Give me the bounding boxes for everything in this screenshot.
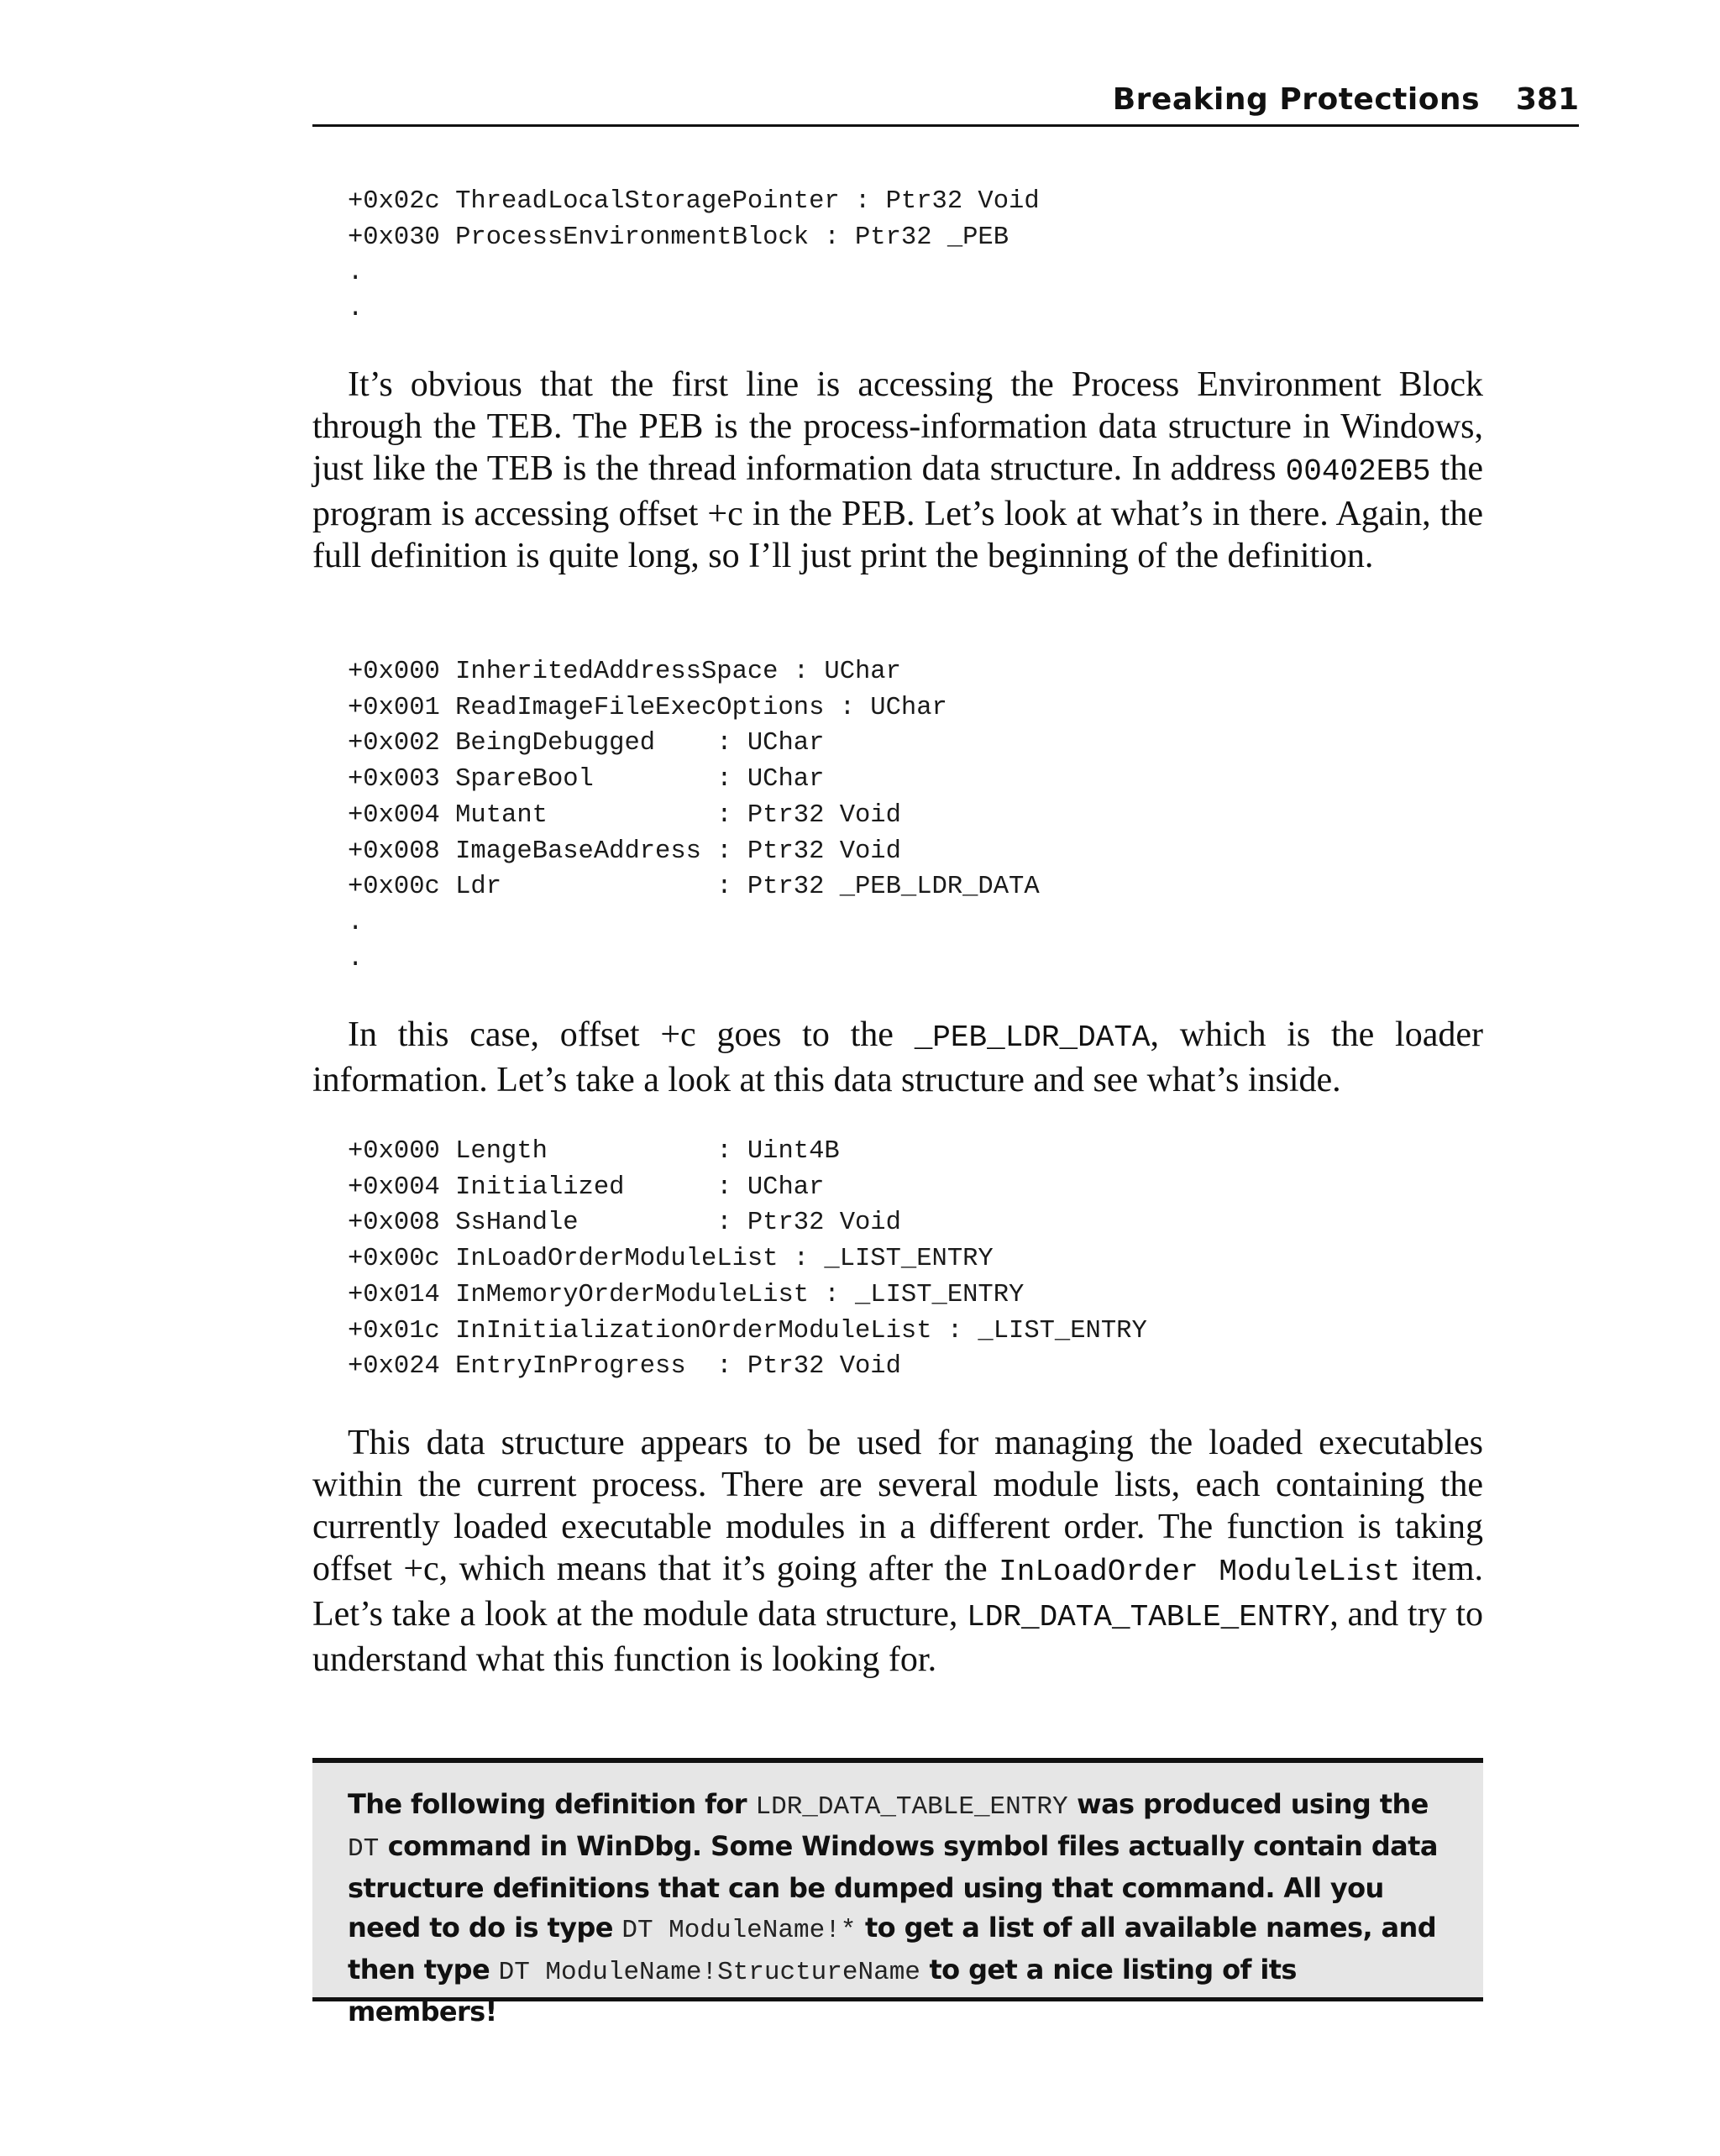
note-run: to get a nice listing of its members! [348, 1954, 1297, 2027]
note-run: The following definition for [348, 1788, 756, 1820]
paragraph-loader-info [312, 1014, 1483, 1101]
text-run: , which is the loader information. Let’s take a look at this data structure and see what’s inside. [312, 1015, 1483, 1099]
note-code: DT [348, 1834, 380, 1864]
code-block-peb: +0x000 InheritedAddressSpace : UChar +0x001 ReadImageFileExecOptions : UChar +0x002 BeingDebugged : UChar +0x003 SpareBool : UChar +0x004 Mutant : Ptr32 Void +0x008 ImageBaseAddress : Ptr32 Void +0x00c Ldr : Ptr32 _PEB_LDR_DATA . . [348, 658, 1040, 973]
note-run: to get a list of all available names, and then type [348, 1912, 1437, 1986]
note-code: DT ModuleName!* [621, 1916, 857, 1945]
note-code: LDR_DATA_TABLE_ENTRY [755, 1792, 1068, 1822]
note-code: DT ModuleName!StructureName [498, 1958, 920, 1987]
code-block-teb: +0x02c ThreadLocalStoragePointer : Ptr32 Void +0x030 ProcessEnvironmentBlock : Ptr32 _PEB . . [348, 187, 1040, 324]
text-run: In this case, offset +c goes to the [348, 1015, 915, 1054]
page-number: 381 [1515, 82, 1579, 117]
text-run: item. Let’s take a look at the module data structure, [312, 1550, 1483, 1634]
text-run: It’s obvious that the first line is accessing the Process Environment Block through the TEB. The PEB is the process-information data structure in Windows, just like the TEB is the thread information data structure. In address [312, 365, 1483, 488]
note-box [312, 1758, 1483, 2027]
note-text [348, 1785, 1439, 2032]
text-run: This data structure appears to be used for managing the loaded executables within the current process. There are several module lists, each containing the currently loaded executable modules in a different order. The function is taking offset +c, which means that it’s going after the [312, 1424, 1483, 1588]
chapter-title: Breaking Protections [1112, 82, 1480, 117]
note-run: command in WinDbg. Some Windows symbol files actually contain data structure definitions that can be dumped using that command. All you need to do is type [348, 1830, 1438, 1944]
code-block-peb-ldr-data: +0x000 Length : Uint4B +0x004 Initialized : UChar +0x008 SsHandle : Ptr32 Void +0x00c InLoadOrderModuleList : _LIST_ENTRY +0x014 InMemoryOrderModuleList : _LIST_ENTRY +0x01c InInitializationOrderModuleList : _LIST_ENTRY +0x024 EntryInProgress : Ptr32 Void [348, 1137, 1147, 1382]
paragraph-peb-intro [312, 364, 1483, 577]
inline-code-address: 00402EB5 [1285, 454, 1431, 489]
inline-code-list: InLoadOrder ModuleList [999, 1555, 1401, 1589]
inline-code-struct: _PEB_LDR_DATA [914, 1020, 1151, 1055]
running-header [312, 81, 1579, 127]
inline-code-entry: LDR_DATA_TABLE_ENTRY [967, 1600, 1330, 1634]
text-run: , and try to understand what this function is looking for. [312, 1595, 1484, 1679]
paragraph-module-lists [312, 1422, 1483, 1681]
text-run: the program is accessing offset +c in the PEB. Let’s look at what’s in there. Again, the full definition is quite long, so I’ll just print the beginning of the definition. [312, 449, 1483, 575]
note-run: was produced using the [1067, 1788, 1429, 1820]
